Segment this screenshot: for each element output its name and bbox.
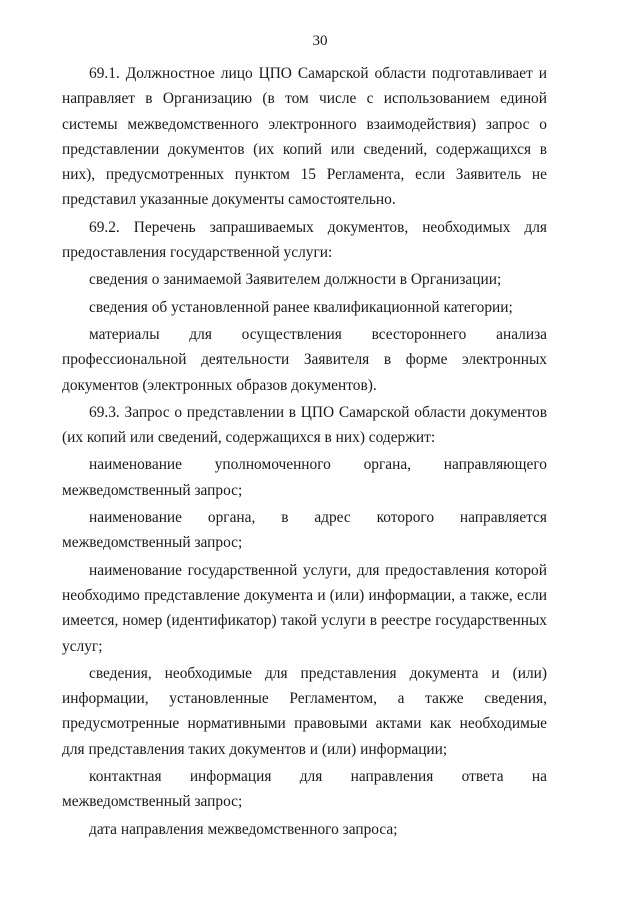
list-item: материалы для осуществления всестороннего анализа профессиональной деятельности Заявителя в форме электронных документов (электронных образов документов). bbox=[62, 325, 547, 394]
list-item: наименование государственной услуги, для предоставления которой необходимо представление документа и (или) информации, а также, если имеется, номер (идентификатор) такой услуги в реестре государственных услуг; bbox=[62, 561, 547, 655]
paragraph-69-2: 69.2. Перечень запрашиваемых документов, необходимых для предоставления государственной услуги: bbox=[62, 218, 547, 262]
list-item: дата направления межведомственного запроса; bbox=[89, 820, 398, 838]
list-item: сведения, необходимые для представления документа и (или) информации, установленные Регламентом, а также сведения, предусмотренные нормативными правовыми актами как необходимые для представления таких документов и (или) информации; bbox=[62, 664, 547, 758]
list-item: сведения о занимаемой Заявителем должности в Организации; bbox=[89, 271, 502, 289]
paragraph-69-1: 69.1. Должностное лицо ЦПО Самарской области подготавливает и направляет в Организацию (в том числе с использованием единой системы межведомственного электронного взаимодействия) запрос о представлении документов (их копий или сведений, содержащихся в них), предусмотренных пунктом 15 Регламента, если Заявитель не представил указанные документы самостоятельно. bbox=[62, 65, 547, 209]
list-item: сведения об установленной ранее квалификационной категории; bbox=[89, 298, 513, 316]
paragraph-69-3: 69.3. Запрос о представлении в ЦПО Самарской области документов (их копий или сведений, содержащихся в них) содержит: bbox=[62, 403, 547, 447]
page-number: 30 bbox=[312, 33, 328, 49]
list-item: наименование органа, в адрес которого направляется межведомственный запрос; bbox=[62, 509, 547, 552]
body-text bbox=[62, 61, 547, 842]
list-item: наименование уполномоченного органа, направляющего межведомственный запрос; bbox=[62, 456, 547, 499]
list-item: контактная информация для направления ответа на межведомственный запрос; bbox=[62, 768, 547, 811]
